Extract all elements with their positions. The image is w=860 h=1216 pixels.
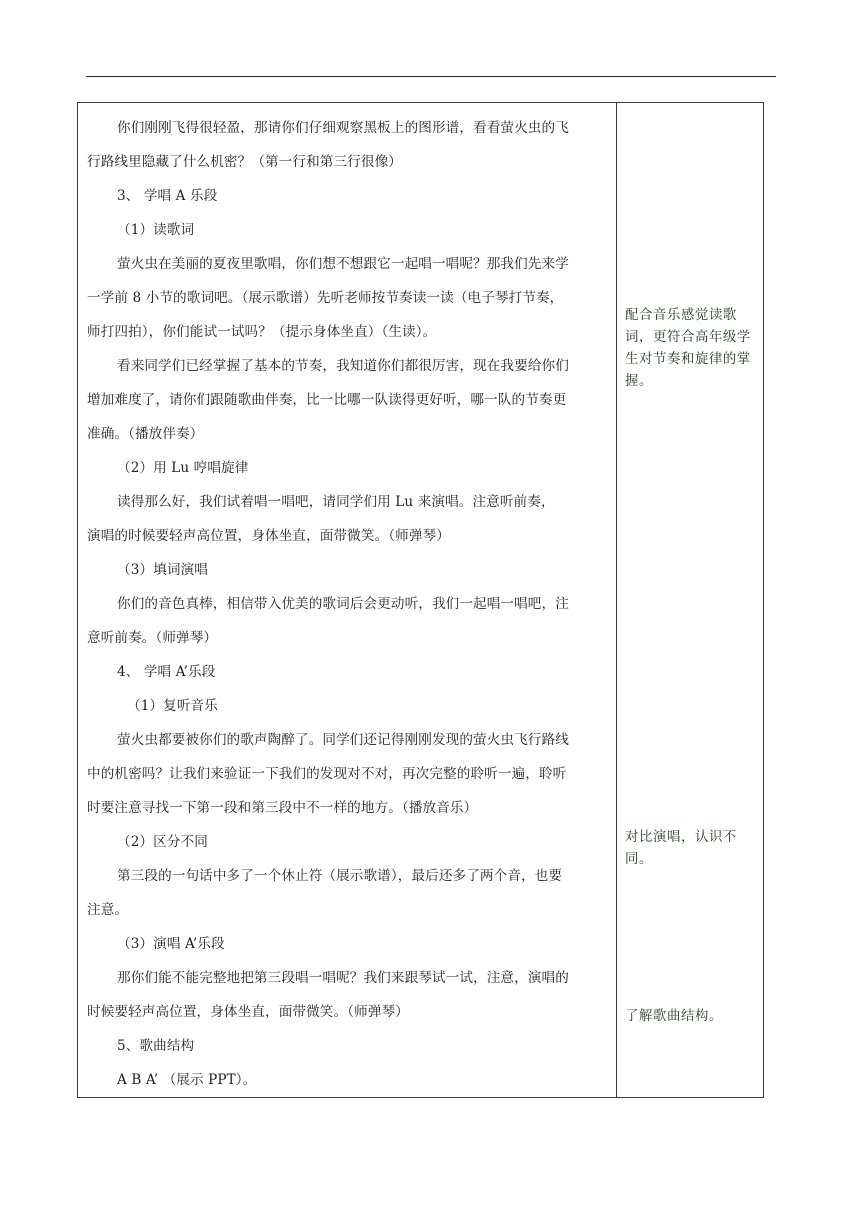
text-line: 那你们能不能完整地把第三段唱一唱呢？我们来跟琴试一试，注意，演唱的 — [117, 970, 569, 986]
text-line: 师打四拍），你们能试一试吗？（提示身体坐直）（生读）。 — [87, 324, 437, 340]
column-divider — [616, 102, 617, 1098]
text-line: （2）用 Lu 哼唱旋律 — [117, 460, 249, 476]
header-rule — [86, 76, 776, 77]
text-line: 时要注意寻找一下第一段和第三段中不一样的地方。（播放音乐） — [87, 800, 478, 816]
text-line: 时候要轻声高位置，身体坐直，面带微笑。（师弹琴） — [87, 1004, 409, 1020]
text-line: 一学前 8 小节的歌词吧。（展示歌谱）先听老师按节奏读一读（电子琴打节奏， — [87, 290, 564, 306]
text-line: 3、 学唱 A 乐段 — [117, 188, 218, 204]
text-line: 第三段的一句话中多了一个休止符（展示歌谱），最后还多了两个音，也要 — [117, 868, 563, 884]
text-line: 读得那么好，我们试着唱一唱吧，请同学们用 Lu 来演唱。注意听前奏， — [117, 494, 555, 510]
text-line: 5、歌曲结构 — [117, 1038, 195, 1054]
lesson-procedure-column — [87, 111, 611, 1097]
text-line: （2）区分不同 — [117, 834, 208, 850]
text-line: 注意。 — [87, 902, 129, 918]
text-line: 准确。（播放伴奏） — [87, 426, 204, 442]
text-line: 意听前奏。（师弹琴） — [87, 630, 218, 646]
text-line: 萤火虫都要被你们的歌声陶醉了。同学们还记得刚刚发现的萤火虫飞行路线 — [117, 732, 569, 748]
text-line: （3）填词演唱 — [117, 562, 208, 578]
text-line: 行路线里隐藏了什么机密？（第一行和第三行很像） — [87, 154, 402, 170]
text-line: （1）复听音乐 — [127, 698, 218, 714]
text-line: 看来同学们已经掌握了基本的节奏，我知道你们都很厉害，现在我要给你们 — [117, 358, 569, 374]
text-line: 4、 学唱 A’乐段 — [117, 664, 216, 680]
design-note-reading: 配合音乐感觉读歌词，更符合高年级学生对节奏和旋律的掌握。 — [625, 308, 751, 389]
text-line: 中的机密吗？让我们来验证一下我们的发现对不对，再次完整的聆听一遍，聆听 — [87, 766, 567, 782]
design-note-contrast: 对比演唱，认识不同。 — [625, 830, 737, 867]
text-line: 你们刚刚飞得很轻盈，那请你们仔细观察黑板上的图形谱，看看萤火虫的飞 — [117, 120, 569, 136]
text-line: 演唱的时候要轻声高位置，身体坐直，面带微笑。（师弹琴） — [87, 528, 450, 544]
text-line: 增加难度了，请你们跟随歌曲伴奏，比一比哪一队读得更好听，哪一队的节奏更 — [87, 392, 567, 408]
text-line: （3）演唱 A’乐段 — [117, 936, 225, 952]
text-line: A B A’ （展示 PPT）。 — [117, 1072, 257, 1088]
text-line: （1）读歌词 — [117, 222, 195, 238]
text-line: 萤火虫在美丽的夏夜里歌唱，你们想不想跟它一起唱一唱呢？那我们先来学 — [117, 256, 569, 272]
text-line: 你们的音色真棒，相信带入优美的歌词后会更动听，我们一起唱一唱吧，注 — [117, 596, 569, 612]
design-note-structure: 了解歌曲结构。 — [625, 1009, 723, 1024]
